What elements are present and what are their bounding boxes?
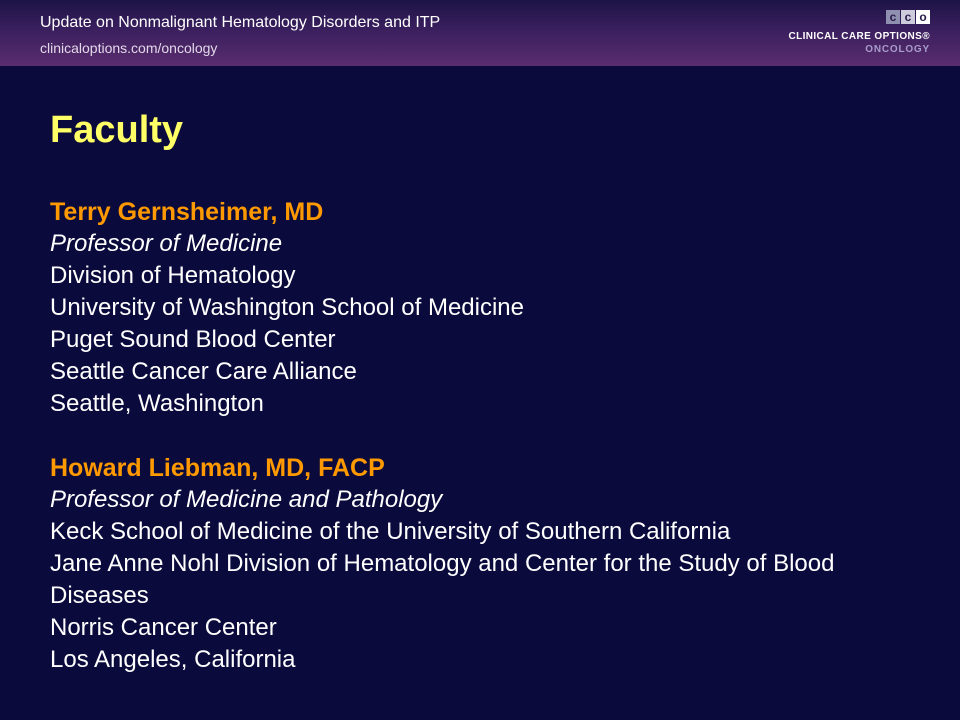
clinical-care-options-logo [790, 10, 930, 60]
header-url: clinicaloptions.com/oncology [40, 40, 218, 56]
logo-letter: c [886, 10, 900, 24]
slide-title: Faculty [50, 109, 184, 151]
faculty-affiliation: Puget Sound Blood Center [50, 326, 336, 353]
logo-letter: c [901, 10, 915, 24]
faculty-location: Los Angeles, California [50, 646, 296, 673]
faculty-member [50, 196, 930, 420]
faculty-title: Professor of Medicine [50, 230, 283, 257]
faculty-affiliation: Seattle Cancer Care Alliance [50, 358, 357, 385]
faculty-title: Professor of Medicine and Pathology [50, 486, 443, 513]
faculty-affiliation: Keck School of Medicine of the University of Southern California [50, 518, 731, 545]
slide-header [0, 0, 960, 66]
header-title: Update on Nonmalignant Hematology Disorders and ITP [40, 14, 441, 31]
faculty-affiliation: Division of Hematology [50, 262, 296, 289]
faculty-name: Howard Liebman, MD, FACP [50, 454, 385, 482]
faculty-name: Terry Gernsheimer, MD [50, 198, 324, 226]
faculty-affiliation: University of Washington School of Medicine [50, 294, 524, 321]
faculty-location: Seattle, Washington [50, 390, 264, 417]
logo-letter: o [916, 10, 930, 24]
faculty-affiliation: Norris Cancer Center [50, 614, 277, 641]
logo-mark [885, 10, 930, 24]
logo-name: CLINICAL CARE OPTIONS® [788, 31, 930, 42]
faculty-affiliation: Jane Anne Nohl Division of Hematology and Center for the Study of Blood Diseases [50, 550, 835, 609]
faculty-member [50, 452, 930, 676]
logo-subtitle: ONCOLOGY [865, 44, 930, 55]
